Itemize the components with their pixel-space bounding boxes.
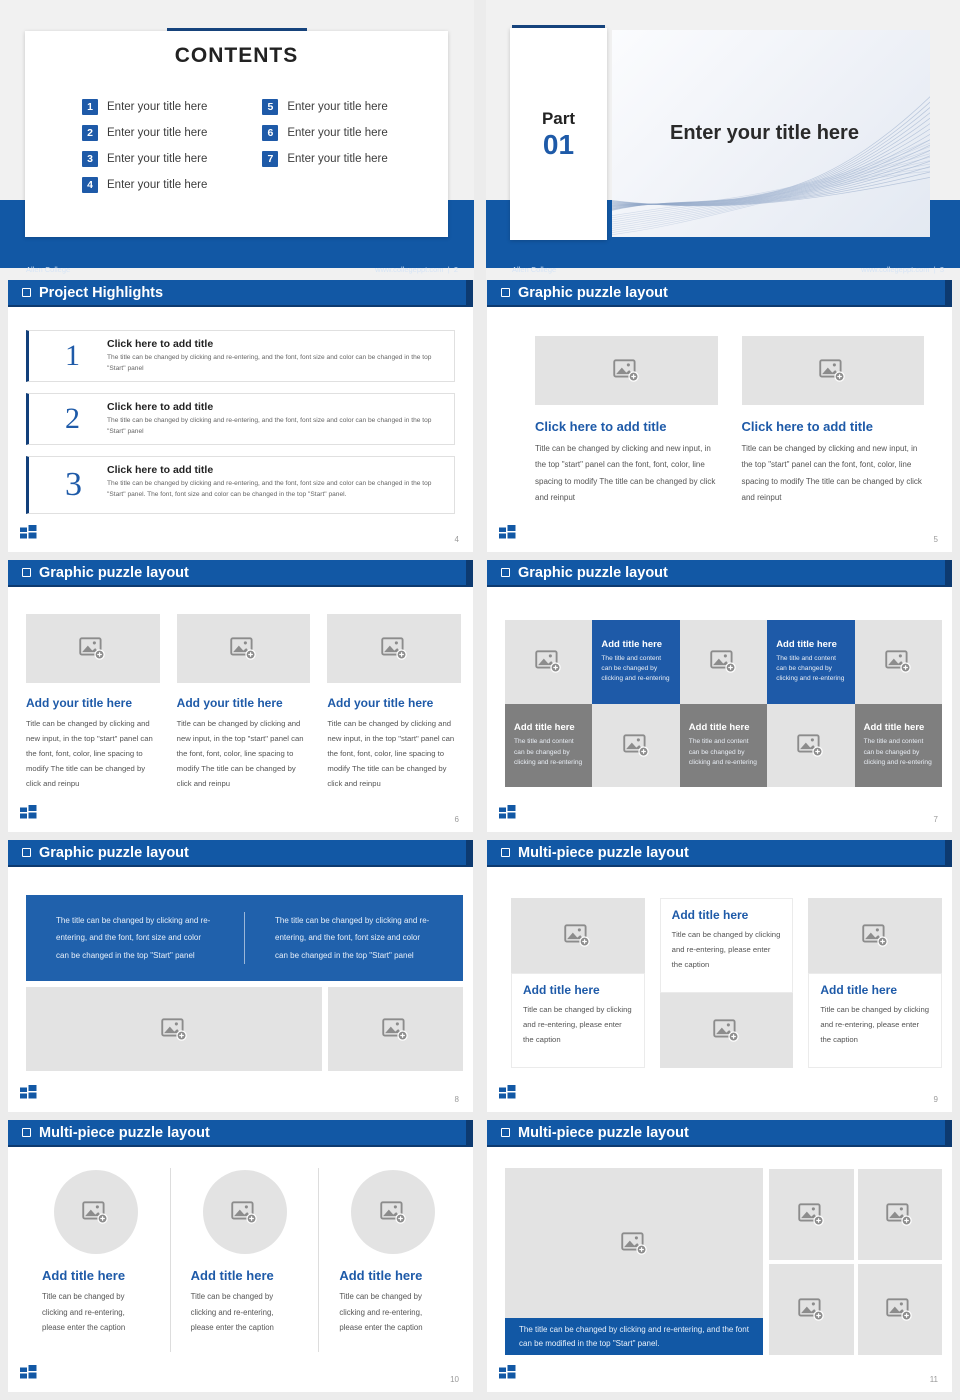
tile-body: The title and content can be changed by clicking and re-entering	[514, 738, 583, 766]
contents-item[interactable]	[262, 151, 387, 167]
page-number: 10	[450, 1375, 459, 1384]
card-title: Add title here	[523, 983, 600, 997]
card-body: Title can be changed by clicking and re-entering, please enter the caption	[339, 1292, 423, 1333]
slide-contents[interactable]	[0, 0, 474, 280]
header-square-icon	[501, 288, 510, 297]
window-logo-icon	[20, 525, 37, 544]
card-title: Add your title here	[327, 696, 434, 710]
image-placeholder[interactable]	[660, 993, 794, 1068]
slide-header-bar	[8, 840, 473, 867]
image-placeholder[interactable]	[327, 614, 461, 683]
contents-list	[82, 99, 388, 193]
window-logo-icon	[499, 805, 516, 824]
image-placeholder[interactable]	[808, 898, 942, 973]
card-title: Add your title here	[26, 696, 133, 710]
footer-page-number: 2	[453, 265, 458, 274]
image-placeholder-icon	[886, 1298, 913, 1321]
slide-header-bar	[487, 1120, 952, 1147]
card-body: Title can be changed by clicking and new input, in the top "start" panel can the font, font, color, line spacing to modify The title can be changed by click and reinpu	[327, 719, 455, 789]
highlight-body: The title can be changed by clicking and re-entering, and the font, font size and color can be changed in the top "Start" panel. The font, font size and color can be changed in the top "Start" panel.	[107, 480, 432, 498]
item-number-badge: 3	[82, 151, 98, 167]
image-placeholder-icon	[886, 1203, 913, 1226]
image-placeholder[interactable]	[54, 1170, 138, 1254]
puzzle-card	[26, 614, 160, 791]
text-tile[interactable]	[767, 620, 854, 704]
header-square-icon	[22, 1128, 31, 1137]
contents-column-2	[262, 99, 387, 193]
card-body: Title can be changed by clicking and new input, in the top "start" panel can the font, font, color, line spacing to modify The title can be changed by click and reinput	[535, 444, 716, 503]
item-number-badge: 6	[262, 125, 278, 141]
card-row	[26, 614, 461, 791]
footer-page-number: 3	[939, 265, 944, 274]
image-placeholder-icon	[623, 734, 650, 757]
image-placeholder[interactable]	[177, 614, 311, 683]
image-placeholder[interactable]	[511, 898, 645, 973]
image-placeholder[interactable]	[26, 987, 322, 1071]
footer-site-page	[861, 265, 944, 274]
card-body: Title can be changed by clicking and re-entering, please enter the caption	[671, 930, 781, 970]
slide-multi-piece-b[interactable]	[8, 1120, 473, 1392]
slide-header-bar	[8, 1120, 473, 1147]
image-placeholder-icon	[713, 1019, 740, 1042]
item-label: Enter your title here	[287, 101, 388, 113]
header-square-icon	[501, 568, 510, 577]
slide-header-title: Graphic puzzle layout	[518, 284, 668, 301]
footer-brand: Allen College	[26, 265, 71, 274]
slide-project-highlights[interactable]	[8, 280, 473, 552]
slide-footer	[512, 265, 944, 274]
image-placeholder[interactable]	[769, 1264, 854, 1355]
card-row	[511, 898, 942, 1068]
slide-graphic-puzzle-two[interactable]	[487, 280, 952, 552]
card-title: Add title here	[820, 983, 898, 997]
page-number: 5	[933, 535, 938, 544]
page-number: 7	[933, 815, 938, 824]
puzzle-card	[742, 336, 925, 507]
page-number: 6	[454, 815, 459, 824]
highlight-item[interactable]	[26, 456, 455, 514]
tile-title: Add title here	[601, 638, 663, 650]
item-number-badge: 4	[82, 177, 98, 193]
slide-header-title: Graphic puzzle layout	[39, 564, 189, 581]
card-body: Title can be changed by clicking and re-entering, please enter the caption	[42, 1292, 126, 1333]
text-tile[interactable]	[855, 704, 942, 788]
contents-item[interactable]	[82, 151, 207, 167]
item-label: Enter your title here	[287, 127, 388, 139]
slide-header-bar	[8, 280, 473, 307]
slide-header-title: Multi-piece puzzle layout	[39, 1124, 210, 1141]
slide-footer	[26, 265, 458, 274]
page-number: 9	[933, 1095, 938, 1104]
puzzle-column	[318, 1168, 467, 1352]
card-body: Title can be changed by clicking and re-entering, please enter the caption	[820, 1005, 930, 1045]
image-placeholder-icon	[862, 924, 889, 947]
slide-header-title: Graphic puzzle layout	[39, 844, 189, 861]
card-title: Click here to add title	[535, 419, 667, 434]
part-title: Enter your title here	[670, 122, 859, 144]
part-graphic-panel	[612, 30, 930, 237]
highlight-item[interactable]	[26, 330, 455, 382]
puzzle-column	[170, 1168, 319, 1352]
tile-title: Add title here	[776, 638, 837, 650]
item-label: Enter your title here	[107, 179, 208, 191]
footer-separator: |	[447, 265, 450, 274]
image-placeholder[interactable]	[26, 614, 160, 683]
image-placeholder-icon	[885, 650, 912, 673]
tile-body: The title and content can be changed by clicking and re-entering	[776, 654, 845, 683]
text-card[interactable]	[511, 973, 645, 1068]
item-label: Enter your title here	[107, 101, 208, 113]
image-placeholder-icon	[380, 1201, 407, 1224]
item-number-badge: 7	[262, 151, 278, 167]
slide-header-bar	[487, 560, 952, 587]
text-tile[interactable]	[592, 620, 679, 704]
footer-site: www.collegeppt.com	[375, 265, 444, 274]
tile-grid	[505, 620, 942, 787]
slide-multi-piece-c[interactable]	[487, 1120, 952, 1392]
image-placeholder-icon	[535, 650, 562, 673]
contents-title: CONTENTS	[174, 44, 299, 67]
highlight-title: Click here to add title	[107, 464, 214, 477]
slide-graphic-puzzle-grid[interactable]	[487, 560, 952, 832]
tile-body: The title and content can be changed by clicking and re-entering	[601, 654, 670, 683]
highlight-title: Click here to add title	[107, 338, 214, 350]
image-placeholder-icon	[79, 637, 106, 660]
page-number: 11	[929, 1375, 938, 1384]
page-number: 8	[454, 1095, 459, 1104]
contents-item[interactable]	[262, 125, 387, 141]
image-placeholder[interactable]	[328, 987, 463, 1071]
highlight-title: Click here to add title	[107, 401, 214, 414]
image-placeholder[interactable]	[858, 1169, 943, 1260]
contents-column-1	[82, 99, 207, 193]
card-row	[535, 336, 924, 507]
image-placeholder[interactable]	[680, 620, 767, 704]
header-square-icon	[501, 848, 510, 857]
banner-text: The title can be changed by clicking and re-entering, and the font, font size and color can be changed in the top "Start" panel	[56, 916, 211, 960]
highlight-body: The title can be changed by clicking and re-entering, and the font, font size and color can be changed in the top "Start" panel	[107, 417, 432, 435]
header-square-icon	[22, 568, 31, 577]
highlight-number: 1	[65, 339, 80, 373]
image-placeholder-icon	[819, 359, 846, 382]
text-tile[interactable]	[505, 704, 592, 788]
card-row	[22, 1168, 467, 1352]
footer-brand: Allen College	[512, 265, 557, 274]
highlight-item[interactable]	[26, 393, 455, 445]
slide-header-bar	[487, 280, 952, 307]
card-title: Add title here	[339, 1268, 423, 1283]
header-square-icon	[22, 848, 31, 857]
image-placeholder-icon	[798, 1298, 825, 1321]
window-logo-icon	[20, 1365, 37, 1384]
column-gap	[473, 280, 487, 560]
column-gap	[473, 840, 487, 1120]
window-logo-icon	[499, 1085, 516, 1104]
footer-site-page	[375, 265, 458, 274]
tile-body: The title and content can be changed by clicking and re-entering	[688, 738, 757, 766]
highlight-list	[26, 330, 455, 525]
image-placeholder-icon	[621, 1232, 648, 1255]
part-number: 01	[542, 129, 575, 160]
tile-title: Add title here	[514, 722, 575, 734]
image-placeholder[interactable]	[203, 1170, 287, 1254]
caption-bar: The title can be changed by clicking and re-entering, and the font can be modified in the top "Start" panel.	[505, 1318, 763, 1355]
image-placeholder[interactable]	[505, 620, 592, 704]
card-body: Title can be changed by clicking and new input, in the top "start" panel can the font, font, color, line spacing to modify The title can be changed by click and reinput	[741, 444, 922, 503]
image-placeholder[interactable]	[505, 1168, 763, 1318]
header-square-icon	[22, 288, 31, 297]
image-placeholder-icon	[231, 1201, 258, 1224]
row-4	[0, 840, 960, 1120]
header-square-icon	[501, 1128, 510, 1137]
contents-item[interactable]	[82, 99, 207, 115]
slide-header-title: Project Highlights	[39, 284, 164, 301]
banner-text: The title can be changed by clicking and re-entering, and the font, font size and color can be changed in the top "Start" panel	[275, 916, 430, 960]
image-placeholder[interactable]	[767, 704, 854, 788]
contents-item[interactable]	[82, 125, 207, 141]
puzzle-column	[660, 898, 794, 1068]
highlight-number: 3	[65, 466, 82, 504]
slide-part-01[interactable]	[486, 0, 960, 280]
column-gap	[474, 0, 486, 280]
item-number-badge: 2	[82, 125, 98, 141]
slide-header-title: Multi-piece puzzle layout	[518, 844, 689, 861]
card-title: Add title here	[42, 1268, 126, 1283]
puzzle-card	[177, 614, 311, 791]
image-placeholder[interactable]	[855, 620, 942, 704]
text-card[interactable]	[660, 898, 794, 993]
puzzle-column	[808, 898, 942, 1068]
footer-separator: |	[933, 265, 936, 274]
slide-header-title: Graphic puzzle layout	[518, 564, 668, 581]
tile-body: The title and content can be changed by clicking and re-entering	[863, 738, 932, 766]
image-placeholder[interactable]	[535, 336, 718, 405]
image-placeholder-icon	[230, 637, 257, 660]
slide-graphic-puzzle-three[interactable]	[8, 560, 473, 832]
text-card[interactable]	[808, 973, 942, 1068]
item-label: Enter your title here	[107, 153, 208, 165]
footer-site: www.collegeppt.com	[861, 265, 930, 274]
image-placeholder-icon	[381, 637, 408, 660]
slide-header-bar	[487, 840, 952, 867]
card-title: Add your title here	[176, 696, 283, 710]
slide-header-bar	[8, 560, 473, 587]
row-2	[0, 280, 960, 560]
window-logo-icon	[499, 1365, 516, 1384]
tile-title: Add title here	[863, 722, 925, 734]
image-placeholder-icon	[382, 1018, 409, 1041]
puzzle-card	[327, 614, 461, 791]
window-logo-icon	[499, 525, 516, 544]
image-placeholder[interactable]	[592, 704, 679, 788]
card-title: Click here to add title	[741, 419, 873, 434]
part-label: Part	[541, 109, 576, 128]
image-placeholder-icon	[613, 359, 640, 382]
image-placeholder[interactable]	[351, 1170, 435, 1254]
image-placeholder[interactable]	[858, 1264, 943, 1355]
image-placeholder-icon	[797, 734, 824, 757]
column-gap	[473, 1120, 487, 1400]
image-placeholder-icon	[798, 1203, 825, 1226]
blue-banner	[26, 895, 463, 981]
window-logo-icon	[20, 1085, 37, 1104]
image-placeholder[interactable]	[742, 336, 925, 405]
column-gap	[473, 560, 487, 840]
card-body: Title can be changed by clicking and re-entering, please enter the caption	[523, 1005, 632, 1045]
image-placeholder-icon	[82, 1201, 109, 1224]
row-5	[0, 1120, 960, 1400]
contents-item[interactable]	[262, 99, 387, 115]
tile-title: Add title here	[688, 722, 750, 734]
contents-item[interactable]	[82, 177, 207, 193]
highlight-body: The title can be changed by clicking and re-entering, and the font, font size and color can be changed in the top "Start" panel	[107, 354, 432, 372]
card-title: Add title here	[190, 1268, 274, 1283]
image-placeholder[interactable]	[769, 1169, 854, 1260]
image-placeholder-icon	[564, 924, 591, 947]
highlight-number: 2	[65, 402, 80, 436]
image-placeholder-icon	[161, 1018, 188, 1041]
part-card	[510, 28, 607, 240]
row-3	[0, 560, 960, 840]
item-number-badge: 5	[262, 99, 278, 115]
card-body: Title can be changed by clicking and new input, in the top "start" panel can the font, font, color, line spacing to modify The title can be changed by click and reinpu	[26, 719, 153, 789]
image-placeholder-icon	[710, 650, 737, 673]
row-covers	[0, 0, 960, 280]
puzzle-card	[535, 336, 718, 507]
card-title: Add title here	[671, 908, 749, 922]
item-label: Enter your title here	[107, 127, 208, 139]
text-tile[interactable]	[680, 704, 767, 788]
card-body: Title can be changed by clicking and re-entering, please enter the caption	[190, 1292, 274, 1333]
card-body: Title can be changed by clicking and new input, in the top "start" panel can the font, font, color, line spacing to modify The title can be changed by click and reinpu	[176, 719, 304, 789]
slide-graphic-puzzle-banner[interactable]	[8, 840, 473, 1112]
puzzle-column	[511, 898, 645, 1068]
puzzle-column	[22, 1168, 170, 1352]
contents-card	[25, 31, 448, 237]
item-number-badge: 1	[82, 99, 98, 115]
slide-header-title: Multi-piece puzzle layout	[518, 1124, 689, 1141]
page-number: 4	[454, 535, 459, 544]
item-label: Enter your title here	[287, 153, 388, 165]
slide-multi-piece-a[interactable]	[487, 840, 952, 1112]
image-grid	[769, 1169, 942, 1355]
window-logo-icon	[20, 805, 37, 824]
